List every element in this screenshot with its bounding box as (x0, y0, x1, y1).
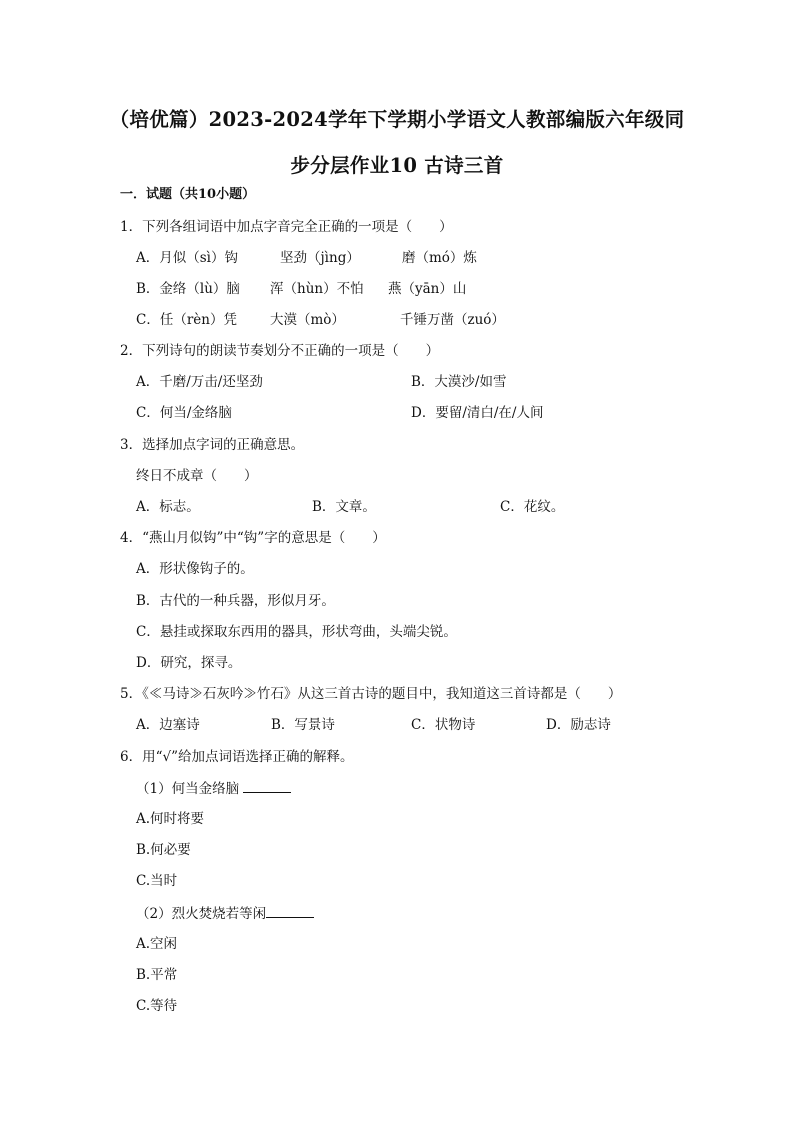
question-2-option-c: C．何当/金络脑 (136, 405, 232, 421)
question-4-stem: 4．“燕山月似钩”中“钩”字的意思是（ ） (120, 530, 386, 546)
question-5-option-b: B．写景诗 (271, 717, 335, 733)
question-5-option-c: C．状物诗 (411, 717, 476, 733)
answer-blank-2[interactable] (266, 904, 314, 918)
question-1-option-a-1: A．月似（sì）钩 (136, 250, 238, 266)
question-2-option-d: D．要留/清白/在/人间 (411, 405, 544, 421)
question-6-part-2 (136, 904, 314, 923)
question-3-option-c: C．花纹。 (500, 499, 565, 515)
question-6-part-2-option-b: B.平常 (136, 967, 178, 983)
question-2-option-a: A．千磨/万击/还坚劲 (136, 374, 263, 390)
document-title-line-1: （培优篇）2023-2024学年下学期小学语文人教部编版六年级同 (109, 108, 685, 131)
question-1-option-b-3: 燕（yān）山 (388, 281, 467, 297)
question-6-part-2-option-c: C.等待 (136, 998, 178, 1014)
question-1-option-a-2: 坚劲（jìng） (280, 250, 360, 266)
question-6-part-1-option-b: B.何必要 (136, 842, 191, 858)
question-4-option-d: D．研究，探寻。 (136, 655, 242, 671)
question-2-stem: 2．下列诗句的朗读节奏划分不正确的一项是（ ） (120, 343, 440, 359)
question-6-part-1 (136, 779, 291, 798)
question-1-option-c-3: 千锤万凿（zuó） (400, 312, 505, 328)
question-6-part-1-text: （1）何当金络脑 (136, 781, 240, 797)
question-5-option-a: A．边塞诗 (136, 717, 200, 733)
question-4-option-b: B．古代的一种兵器，形似月牙。 (136, 593, 335, 609)
question-1-stem: 1．下列各组词语中加点字音完全正确的一项是（ ） (120, 219, 453, 235)
question-3-subquestion: 终日不成章（ ） (136, 468, 258, 484)
question-1-option-c-1: C．任（rèn）凭 (136, 312, 237, 328)
question-3-option-b: B．文章。 (312, 499, 376, 515)
question-6-stem: 6．用“√”给加点词语选择正确的解释。 (120, 749, 354, 765)
answer-blank-1[interactable] (243, 779, 291, 793)
question-6-part-2-option-a: A.空闲 (136, 936, 178, 952)
question-4-option-a: A．形状像钩子的。 (136, 561, 254, 577)
section-heading: 一．试题（共10小题） (120, 187, 256, 202)
question-6-part-1-option-c: C.当时 (136, 873, 178, 889)
question-3-option-a: A．标志。 (136, 499, 200, 515)
question-1-option-b-2: 浑（hùn）不怕 (270, 281, 364, 297)
question-5-option-d: D．励志诗 (546, 717, 611, 733)
question-4-option-c: C．悬挂或探取东西用的器具，形状弯曲，头端尖锐。 (136, 624, 457, 640)
document-title-line-2: 步分层作业10 古诗三首 (290, 154, 504, 177)
question-6-part-2-text: （2）烈火焚烧若等闲 (136, 906, 267, 922)
question-3-stem: 3．选择加点字词的正确意思。 (120, 437, 305, 453)
question-6-part-1-option-a: A.何时将要 (136, 811, 205, 827)
question-1-option-b-1: B．金络（lù）脑 (136, 281, 240, 297)
question-2-option-b: B．大漠沙/如雪 (411, 374, 507, 390)
question-1-option-c-2: 大漠（mò） (270, 312, 345, 328)
question-5-stem: 5．《≪马诗≫石灰吟≫竹石》从这三首古诗的题目中，我知道这三首诗都是（ ） (120, 686, 622, 702)
question-1-option-a-3: 磨（mó）炼 (402, 250, 477, 266)
